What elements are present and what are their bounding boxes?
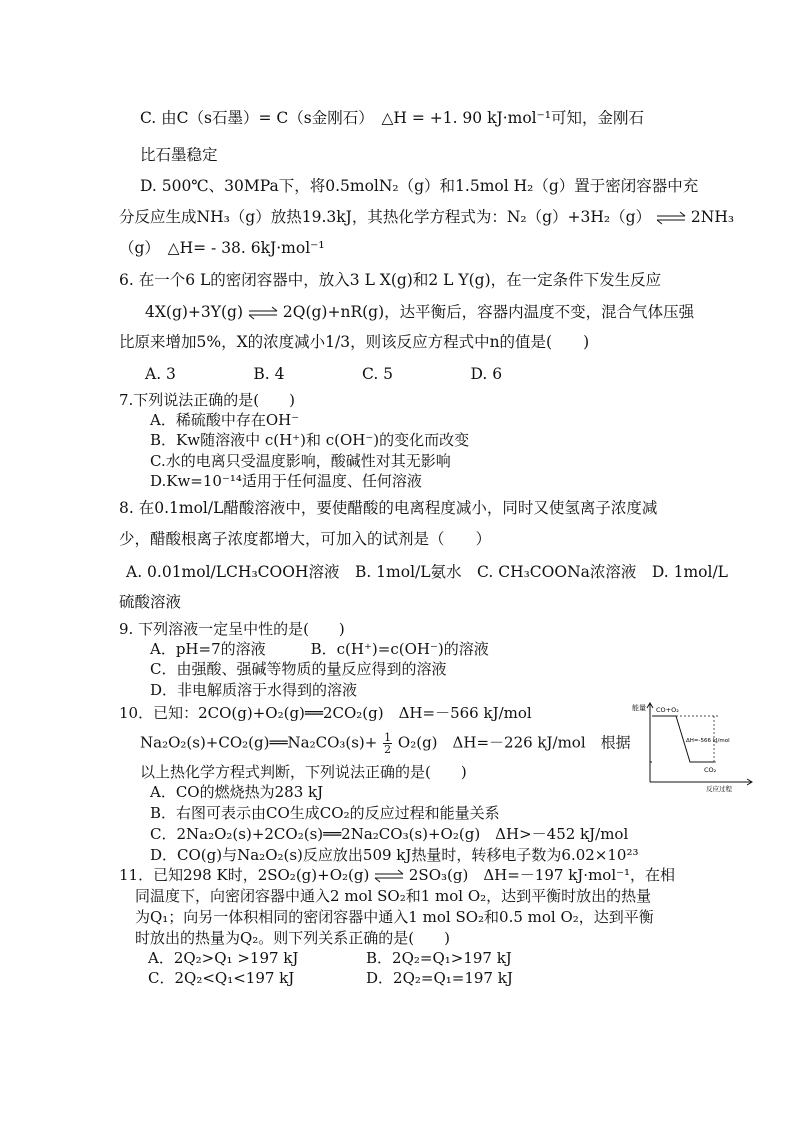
product-label: CO₂	[704, 766, 717, 774]
q11-stem-line4: 时放出的热量为Q₂。则下列关系正确的是( )	[135, 929, 451, 947]
process-axis-label: 反应过程	[706, 785, 732, 792]
equilibrium-arrow-icon	[656, 211, 686, 225]
q5-option-d-line2-product: 2NH₃	[690, 208, 735, 226]
q7-option-a: A．稀硫酸中存在OH⁻	[150, 411, 300, 429]
q11-option-a: A．2Q₂>Q₁ >197 kJ	[148, 949, 299, 967]
q8-stem-line1: 8. 在0.1mol/L醋酸溶液中，要使醋酸的电离程度减小，同时又使氢离子浓度减	[119, 499, 658, 517]
q5-option-d-line2-text: 分反应生成NH₃（g）放热19.3kJ，其热化学方程式为：N₂（g）+3H₂（g）	[119, 208, 652, 226]
q7-option-d: D.Kw=10⁻¹⁴适用于任何温度、任何溶液	[150, 472, 422, 490]
energy-diagram	[630, 700, 758, 792]
q5-option-d-line3: （g） △H= - 38. 6kJ·mol⁻¹	[119, 239, 325, 257]
q5-option-c-line1: C. 由C（s石墨）= C（s金刚石） △H = +1. 90 kJ·mol⁻¹可知，金刚石	[140, 109, 645, 127]
q6-stem-line2	[145, 302, 694, 322]
q10-option-b: B．右图可表示由CO生成CO₂的反应过程和能量关系	[150, 804, 500, 822]
q10-equation2-right: O₂(g) ΔH=－226 kJ/mol 根据	[397, 733, 631, 752]
energy-axis-label: 能量	[632, 704, 646, 712]
equilibrium-arrow-icon	[374, 869, 404, 883]
q10-option-c: C．2Na₂O₂(s)+2CO₂(s)══2Na₂CO₃(s)+O₂(g) ΔH>－452 kJ/mol	[150, 825, 629, 843]
q11-equation-left: 11．已知298 K时，2SO₂(g)+O₂(g)	[119, 866, 370, 884]
q10-equation2-left: Na₂O₂(s)+CO₂(g)══Na₂CO₃(s)+	[140, 733, 378, 752]
delta-h-label: ΔH=-566 kJ/mol	[686, 738, 730, 744]
q11-option-c: C．2Q₂<Q₁<197 kJ	[148, 969, 295, 987]
one-half-fraction	[383, 732, 392, 755]
q9-option-d: D．非电解质溶于水得到的溶液	[150, 681, 358, 699]
q10-stem-line3: 以上热化学方程式判断，下列说法正确的是( )	[140, 763, 467, 781]
q10-option-d: D．CO(g)与Na₂O₂(s)反应放出509 kJ热量时，转移电子数为6.02×10²³	[150, 846, 639, 864]
q6-stem-line3: 比原来增加5%，X的浓度减小1/3，则该反应方程式中n的值是( )	[119, 333, 590, 351]
q11-stem-line2: 同温度下，向密闭容器中通入2 mol SO₂和1 mol O₂，达到平衡时放出的热量	[135, 887, 652, 905]
q9-stem: 9. 下列溶液一定呈中性的是( )	[119, 620, 345, 638]
q10-option-a: A．CO的燃烧热为283 kJ	[150, 783, 324, 801]
q5-option-d-line1: D. 500℃、30MPa下，将0.5molN₂（g）和1.5mol H₂（g）置于密闭容器中充	[140, 177, 699, 195]
q7-option-b: B．Kw随溶液中 c(H⁺)和 c(OH⁻)的变化而改变	[150, 431, 470, 449]
q6-products: 2Q(g)+nR(g)，达平衡后，容器内温度不变，混合气体压强	[282, 303, 695, 321]
q9-options-ab: A．pH=7的溶液 B．c(H⁺)=c(OH⁻)的溶液	[150, 640, 489, 658]
q11-option-d: D．2Q₂=Q₁=197 kJ	[366, 969, 513, 987]
q11-option-b: B．2Q₂=Q₁>197 kJ	[366, 949, 512, 967]
q10-stem-line1: 10．已知：2CO(g)+O₂(g)══2CO₂(g) ΔH=－566 kJ/mol	[119, 704, 532, 722]
fraction-denominator: 2	[384, 743, 392, 756]
q6-stem-line1: 6. 在一个6 L的密闭容器中，放入3 L X(g)和2 L Y(g)，在一定条件下发生反应	[119, 271, 662, 289]
equilibrium-arrow-icon	[248, 306, 278, 320]
q9-option-c: C．由强酸、强碱等物质的量反应得到的溶液	[150, 660, 447, 678]
q8-stem-line2: 少，醋酸根离子浓度都增大，可加入的试剂是（ ）	[119, 530, 492, 548]
q6-reactants: 4X(g)+3Y(g)	[145, 303, 244, 321]
q5-option-c-line2: 比石墨稳定	[140, 146, 218, 164]
fraction-numerator: 1	[384, 731, 392, 744]
q11-stem-line1	[119, 865, 675, 885]
q8-options-cont: 硫酸溶液	[119, 593, 182, 611]
q6-options: A. 3 B. 4 C. 5 D. 6	[145, 365, 503, 383]
q10-stem-line2	[140, 732, 631, 755]
reactant-label: CO+O₂	[656, 706, 679, 714]
q8-options: A. 0.01mol/LCH₃COOH溶液 B. 1mol/L氨水 C. CH₃COONa浓溶液 D. 1mol/L	[126, 563, 728, 581]
q11-equation-right: 2SO₃(g) ΔH=－197 kJ·mol⁻¹，在相	[408, 866, 676, 884]
q7-stem: 7.下列说法正确的是( )	[119, 391, 296, 409]
q7-option-c: C.水的电离只受温度影响，酸碱性对其无影响	[150, 452, 451, 470]
q5-option-d-line2	[119, 207, 734, 227]
q11-stem-line3: 为Q₁；向另一体积相同的密闭容器中通入1 mol SO₂和0.5 mol O₂，达到平衡	[135, 908, 654, 926]
